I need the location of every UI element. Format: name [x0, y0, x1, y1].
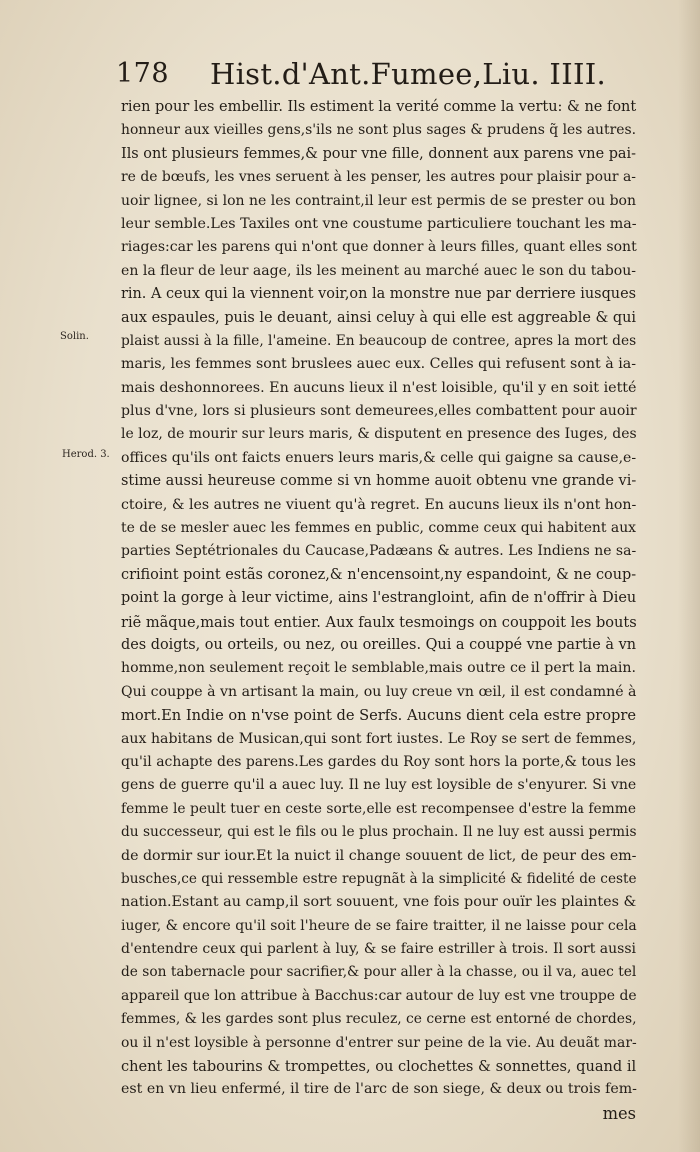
text-line: aux habitans de Musican,qui sont fort iustes. Le Roy se sert de femmes, — [121, 730, 637, 747]
text-line: rin. A ceux qui la viennent voir,on la monstre nue par derriere iusques — [121, 286, 636, 303]
margin-note-solin: Solin. — [60, 331, 89, 342]
text-line: mais deshonnorees. En aucuns lieux il n'est loisible, qu'il y en soit ietté — [121, 379, 637, 396]
text-line: gens de guerre qu'il a auec luy. Il ne luy est loysible de s'enyurer. Si vne — [121, 777, 637, 794]
text-line: d'entendre ceux qui parlent à luy, & se faire estriller à trois. Il sort aussi — [121, 941, 636, 958]
text-line: qu'il achapte des parens.Les gardes du Roy sont hors la porte,& tous les — [121, 753, 636, 770]
text-line: du successeur, qui est le fils ou le plus prochain. Il ne luy est aussi permis — [121, 824, 637, 841]
text-line: ou il n'est loysible à personne d'entrer sur peine de la vie. Au deuãt mar- — [121, 1034, 637, 1051]
text-line: busches,ce qui ressemble estre repugnãt à la simplicité & fidelité de ceste — [121, 870, 637, 887]
text-line: Ils ont plusieurs femmes,& pour vne fille, donnent aux parens vne pai- — [121, 145, 636, 162]
text-line: parties Septétrionales du Caucase,Padæans & autres. Les Indiens ne sa- — [121, 543, 637, 560]
text-line: honneur aux vieilles gens,s'ils ne sont plus sages & prudens q̃ les autres. — [121, 122, 636, 139]
text-line: ctoire, & les autres ne viuent qu'à regret. En aucuns lieux ils n'ont hon- — [121, 496, 637, 513]
margin-note-herod: Herod. 3. — [62, 449, 110, 460]
text-line: de son tabernacle pour sacrifier,& pour aller à la chasse, ou il va, auec tel — [121, 964, 637, 981]
text-line: crifioint point estãs coronez,& n'encensoint,ny espandoint, & ne coup- — [121, 566, 637, 583]
text-line: appareil que lon attribue à Bacchus:car autour de luy est vne trouppe de — [121, 987, 637, 1004]
text-line: de dormir sur iour.Et la nuict il change souuent de lict, de peur des em- — [121, 847, 637, 864]
text-line: plus d'vne, lors si plusieurs sont demeurees,elles combattent pour auoir — [121, 403, 637, 420]
text-line: est en vn lieu enfermé, il tire de l'arc de son siege, & deux ou trois fem- — [121, 1081, 637, 1098]
text-line: chent les tabourins & trompettes, ou clochettes & sonnettes, quand il — [121, 1058, 637, 1076]
running-head — [116, 54, 636, 94]
text-line: offices qu'ils ont faicts enuers leurs maris,& celle qui gaigne sa cause,e- — [121, 449, 637, 466]
page-number: 178 — [116, 58, 170, 89]
text-line: te de se mesler auec les femmes en public, comme ceux qui habitent aux — [121, 520, 636, 537]
text-line: plaist aussi à la fille, l'ameine. En beaucoup de contree, apres la mort des — [121, 332, 637, 349]
text-line: mort.En Indie on n'vse point de Serfs. Aucuns dient cela estre propre — [121, 707, 636, 725]
text-line: homme,non seulement reçoit le semblable,mais outre ce il pert la main. — [121, 660, 636, 677]
text-line: stime aussi heureuse comme si vn homme auoit obtenu vne grande vi- — [121, 473, 637, 490]
text-line: nation.Estant au camp,il sort souuent, vne fois pour ouïr les plaintes & — [121, 894, 637, 911]
text-line: aux espaules, puis le deuant, ainsi celuy à qui elle est aggreable & qui — [121, 309, 636, 326]
text-line: femmes, & les gardes sont plus reculez, ce cerne est entorné de chordes, — [121, 1011, 637, 1028]
text-line: le loz, de mourir sur leurs maris, & disputent en presence des Iuges, des — [121, 426, 637, 443]
text-line: leur semble.Les Taxiles ont vne coustume particuliere touchant les ma- — [121, 215, 637, 232]
page-edge-shadow — [678, 0, 700, 1152]
running-title: Hist.d'Ant.Fumee,Liu. IIII. — [210, 57, 606, 91]
text-line: femme le peult tuer en ceste sorte,elle est recompensee d'estre la femme — [121, 800, 636, 817]
text-line: iuger, & encore qu'il soit l'heure de se faire traitter, il ne laisse pour cela — [121, 917, 637, 934]
text-line: riages:car les parens qui n'ont que donner à leurs filles, quant elles sont — [121, 239, 637, 256]
text-line: rien pour les embellir. Ils estiment la verité comme la vertu: & ne font — [121, 99, 637, 115]
text-line-catchword: mes — [602, 1103, 636, 1123]
text-line: uoir lignee, si lon ne les contraint,il leur est permis de se prester ou bon — [121, 192, 636, 209]
body-text — [121, 96, 636, 1125]
text-line: riẽ mãque,mais tout entier. Aux faulx tesmoings on couppoit les bouts — [121, 613, 637, 631]
text-line: point la gorge à leur victime, ains l'estrangloint, afin de n'offrir à Dieu — [121, 590, 637, 607]
text-line: en la fleur de leur aage, ils les meinent au marché auec le son du tabou- — [121, 262, 636, 279]
text-line: maris, les femmes sont bruslees auec eux. Celles qui refusent sont à ia- — [121, 356, 636, 373]
text-line: Qui couppe à vn artisant la main, ou luy creue vn œil, il est condamné à — [121, 683, 637, 700]
text-line: des doigts, ou orteils, ou nez, ou oreilles. Qui a couppé vne partie à vn — [121, 636, 636, 653]
text-line: re de bœufs, les vnes seruent à les penser, les autres pour plaisir pour a- — [121, 169, 636, 186]
